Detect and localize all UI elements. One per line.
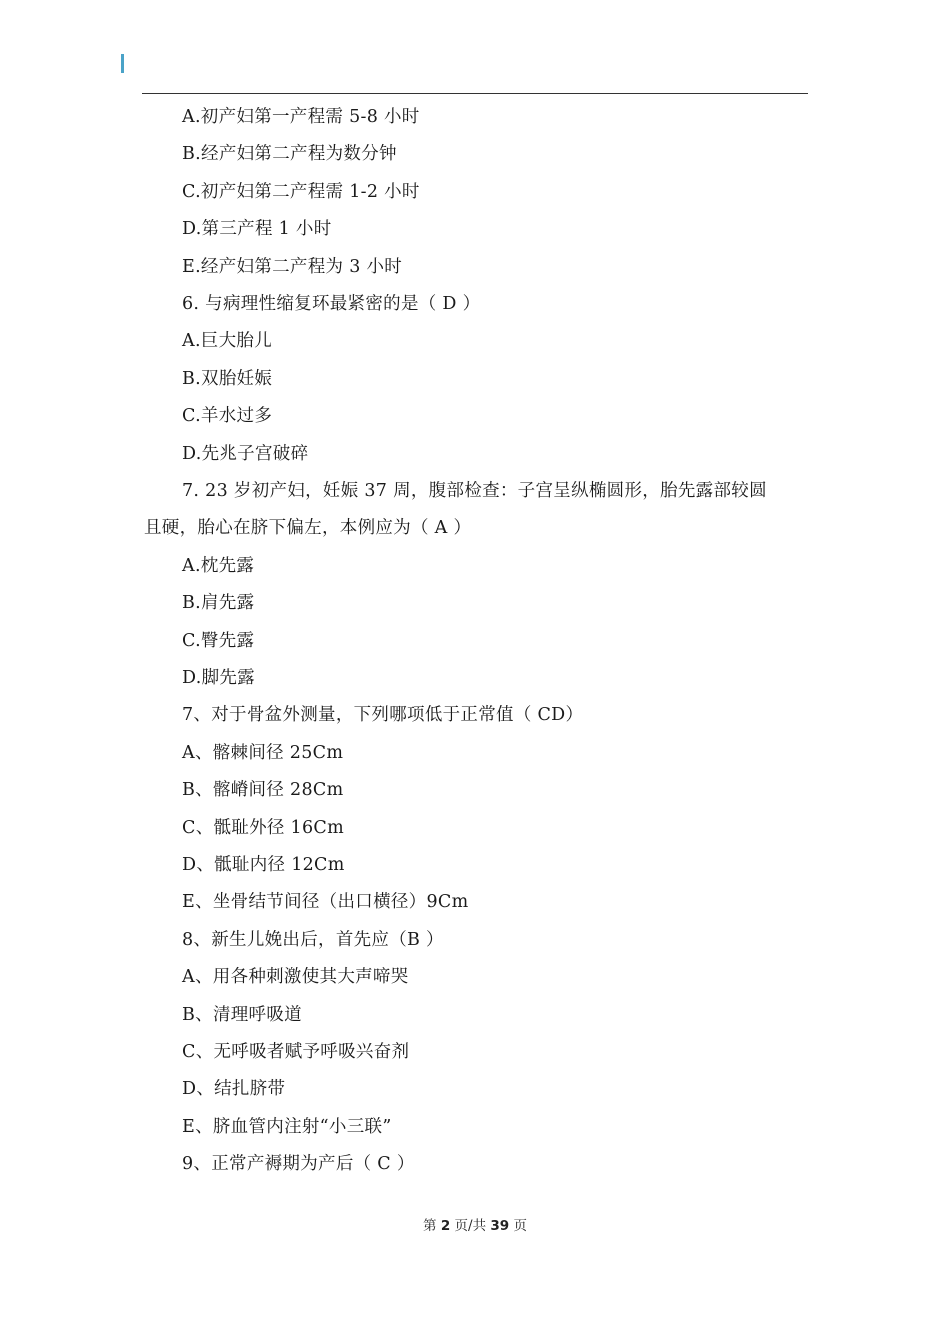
current-page-number: 2 xyxy=(440,1218,451,1234)
text-line: B.双胎妊娠 xyxy=(182,368,273,389)
header-rule xyxy=(142,93,808,94)
text-line: D.脚先露 xyxy=(182,668,255,688)
text-line: A.初产妇第一产程需 5-8 小时 xyxy=(182,107,420,127)
text-line: E.经产妇第二产程为 3 小时 xyxy=(182,256,403,277)
text-line: A、髂棘间径 25Cm xyxy=(182,742,344,763)
text-line: E、脐血管内注射“小三联” xyxy=(182,1116,392,1137)
text-line: C、骶耻外径 16Cm xyxy=(182,817,345,838)
question-line: 8、新生儿娩出后，首先应（B ） xyxy=(182,929,444,950)
text-line: B、髂嵴间径 28Cm xyxy=(182,780,344,801)
question-line: 6. 与病理性缩复环最紧密的是（ D ） xyxy=(182,294,481,314)
text-line: A.枕先露 xyxy=(182,555,255,576)
text-line: B、清理呼吸道 xyxy=(182,1004,302,1025)
question-line: 7. 23 岁初产妇，妊娠 37 周，腹部检查：子宫呈纵椭圆形，胎先露部较圆 xyxy=(182,481,767,501)
text-line: E、坐骨结节间径（出口横径）9Cm xyxy=(182,892,469,913)
text-line: C.初产妇第二产程需 1-2 小时 xyxy=(182,181,420,202)
total-page-number: 39 xyxy=(490,1218,510,1234)
footer-middle: 页/共 xyxy=(454,1218,487,1234)
text-line: D、骶耻内径 12Cm xyxy=(182,855,345,875)
text-line: D、结扎脐带 xyxy=(182,1079,286,1100)
text-line: B.经产妇第二产程为数分钟 xyxy=(182,144,397,165)
header-accent-bar xyxy=(121,54,124,73)
text-line: D.第三产程 1 小时 xyxy=(182,219,332,240)
question-line-continued: 且硬，胎心在脐下偏左，本例应为（ A ） xyxy=(144,518,472,539)
question-line: 9、正常产褥期为产后（ C ） xyxy=(182,1154,415,1175)
footer-prefix: 第 xyxy=(423,1218,437,1234)
text-line: C、无呼吸者赋予呼吸兴奋剂 xyxy=(182,1042,410,1062)
text-line: C.羊水过多 xyxy=(182,406,273,427)
text-line: A.巨大胎儿 xyxy=(182,331,273,352)
question-line: 7、对于骨盆外测量，下列哪项低于正常值（ CD） xyxy=(182,705,584,726)
text-line: C.臀先露 xyxy=(182,630,255,651)
footer-suffix: 页 xyxy=(513,1218,527,1234)
text-line: D.先兆子宫破碎 xyxy=(182,443,309,464)
page-footer xyxy=(0,1214,950,1234)
text-line: B.肩先露 xyxy=(182,593,255,614)
text-line: A、用各种刺激使其大声啼哭 xyxy=(182,967,409,988)
